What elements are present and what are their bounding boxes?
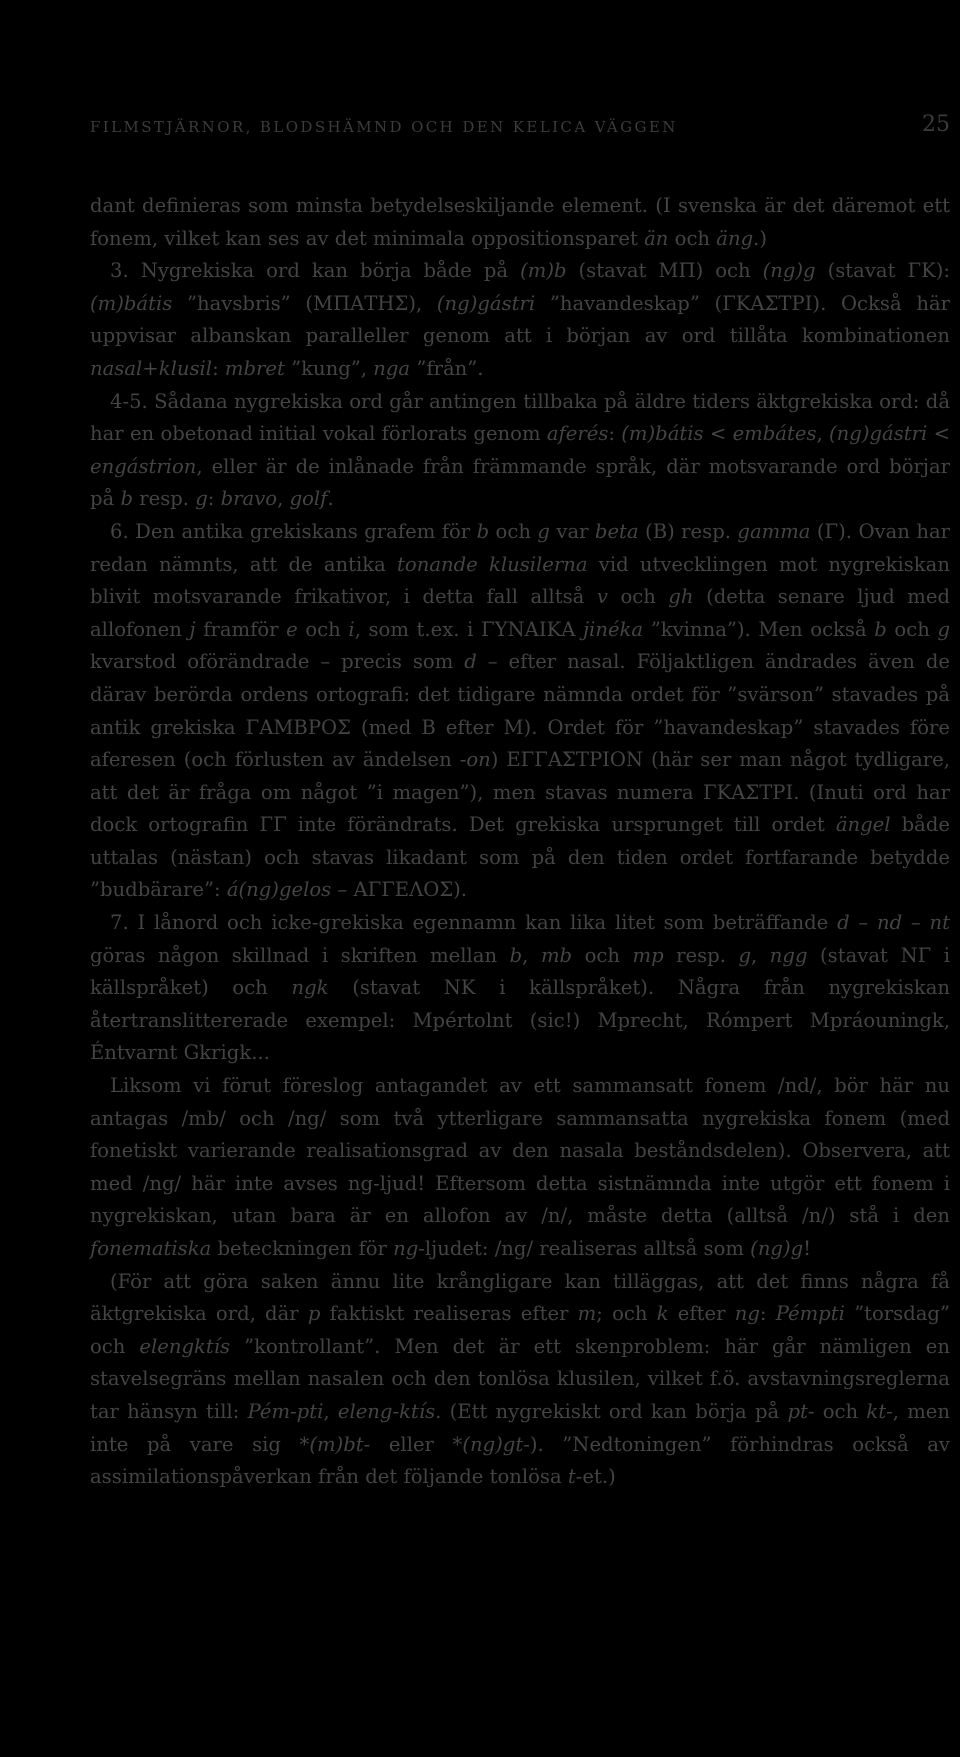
italic-term: elengktís	[139, 1334, 231, 1358]
italic-term: jinéka	[582, 617, 644, 641]
italic-term: -on	[459, 748, 491, 772]
text-run: (Β) resp.	[638, 519, 738, 543]
italic-term: d	[464, 650, 477, 674]
italic-term: t	[567, 1465, 576, 1489]
text-run: !	[803, 1237, 812, 1260]
italic-term: mb	[540, 943, 573, 967]
text-run: ,	[816, 422, 830, 446]
italic-term: g	[537, 519, 550, 543]
italic-term: Pémpti	[775, 1302, 845, 1326]
text-run: ”torsdag” och	[90, 1302, 950, 1358]
italic-term: (m)bt	[309, 1432, 364, 1456]
text-run: ”från”.	[410, 356, 484, 380]
italic-term: embátes	[732, 422, 817, 446]
italic-term: ngk	[291, 976, 329, 1000]
text-run: framför	[195, 617, 287, 641]
text-run: 6. Den antika grekiskans grafem för	[110, 519, 477, 543]
italic-term: v	[596, 585, 608, 609]
text-run: ”havandeskap” (ΓΚΑΣΤΡΙ). Också här uppvisar albanskan paralleller genom att i början av ord tillåta kombinationen	[90, 291, 950, 348]
text-run: -). ”Nedtoningen” förhindras också av assimilationspåverkan från det följande tonlösa	[90, 1432, 951, 1489]
text-run: både uttalas (nästan) och stavas likadant som på den tiden ordet fortfarande betydde ”budbärare”:	[90, 813, 950, 902]
text-run: , eller är de inlånade från främmande språk, där motsvarande ord börjar på	[90, 454, 950, 511]
italic-term: (m)bátis	[621, 422, 704, 446]
text-run: och	[572, 943, 633, 967]
text-run: göras någon skillnad i skriften mellan	[90, 943, 510, 967]
italic-term: (ng)gástri	[829, 422, 928, 446]
text-run: (stavat ΝΓ i källspråket) och	[90, 943, 950, 1000]
italic-term: b	[874, 617, 887, 641]
text-run: och	[489, 519, 538, 543]
italic-term: Pém-pti	[247, 1399, 324, 1423]
italic-term: (ng)gástri	[436, 291, 536, 315]
text-run: (detta senare ljud med allofonen	[90, 585, 950, 641]
text-run: ”havsbris” (ΜΠΑΤΗΣ),	[172, 291, 437, 315]
text-run: (Γ). Ovan har redan nämnts, att de antika	[90, 519, 950, 576]
text-run: - eller *	[363, 1432, 463, 1456]
running-header	[90, 112, 950, 148]
italic-term: engástrion	[90, 454, 197, 478]
text-run: resp.	[663, 943, 739, 967]
italic-term: golf	[289, 487, 328, 511]
text-run: ”kontrollant”. Men det är ett skenproblem: här går nämligen en stavelsegräns mellan nasalen och den tonlösa klusilen, vilket f.ö. avstavningsreglerna tar hänsyn till:	[90, 1334, 950, 1423]
italic-term: (ng)g	[762, 259, 816, 283]
text-run: och	[668, 226, 717, 250]
text-run: 3. Nygrekiska ord kan börja både på	[110, 259, 521, 283]
text-run: (stavat ΝΚ i källspråket). Några från nygrekiskan återtranslittererade exempel: Mpértolnt (sic!) Mprecht, Rómpert Mpráouningk, Éntvarnt Gkrigk...	[90, 976, 950, 1065]
text-run: ,	[522, 943, 541, 967]
italic-term: á(ng)gelos	[226, 878, 332, 902]
paragraph-continuation	[90, 190, 950, 255]
paragraph-phoneme-summary	[90, 1070, 950, 1266]
text-run: ”kvinna”). Men också	[643, 617, 875, 641]
italic-term: j	[189, 617, 196, 641]
italic-term: ngg	[769, 943, 808, 967]
paragraph-point-3	[90, 255, 950, 385]
text-run: .	[327, 487, 334, 511]
text-run: faktiskt realiseras efter	[320, 1302, 578, 1326]
text-run: efter	[668, 1302, 735, 1326]
text-run: och	[607, 585, 669, 609]
italic-term: bravo	[220, 487, 278, 511]
italic-term: eleng-ktís	[337, 1399, 436, 1423]
text-run: och	[297, 617, 349, 641]
text-run: -, men inte på vare sig *	[90, 1399, 950, 1456]
text-run: -ljudet: /ng/ realiseras alltså som	[418, 1237, 751, 1260]
text-run: ,	[751, 943, 770, 967]
text-run: ”kung”,	[284, 356, 374, 380]
text-run: 7. I lånord och icke-grekiska egennamn kan lika litet som beträffande	[110, 911, 838, 935]
italic-term: tonande klusilerna	[397, 552, 588, 576]
italic-term: b	[476, 519, 490, 543]
text-run: ) ΕΓΓΑΣΤΡΙΟΝ (här ser man något tydligare, att det är fråga om något ”i magen”), men stavas numera ΓΚΑΣΤΡΙ. (Inuti ord har dock ortografin ΓΓ inte förändrats. Det grekiska ursprunget till ordet	[90, 748, 950, 837]
italic-term: k	[656, 1302, 669, 1326]
text-run: :	[212, 356, 225, 380]
italic-term: b	[509, 943, 523, 967]
italic-term: g	[738, 943, 752, 967]
italic-term: gh	[668, 585, 694, 609]
text-run: -et.)	[575, 1465, 616, 1489]
italic-term: e	[286, 617, 298, 641]
text-run: . (Ett nygrekiskt ord kan börja på	[435, 1399, 788, 1423]
italic-term: d	[837, 911, 850, 935]
italic-term: mp	[632, 943, 664, 967]
text-run: 4-5. Sådana nygrekiska ord går antingen tillbaka på äldre tiders äktgrekiska ord: då har en obetonad initial vokal förlorats genom	[90, 389, 950, 446]
text-run: ,	[277, 487, 290, 511]
text-run: .)	[753, 226, 767, 250]
text-run: :	[608, 422, 622, 446]
italic-term: ängel	[835, 813, 891, 837]
text-run: –	[902, 911, 930, 935]
paragraph-point-4-5	[90, 386, 950, 516]
italic-term: g	[195, 487, 208, 511]
italic-term: p	[307, 1302, 321, 1326]
text-run: var	[549, 519, 595, 543]
italic-term: b	[120, 487, 133, 511]
text-run: dant definieras som minsta betydelseskiljande element. (I svenska är det däremot ett fonem, vilket kan ses av det minimala oppositionsparet	[90, 194, 950, 250]
paragraph-point-7	[90, 907, 950, 1070]
italic-term: nt	[929, 911, 950, 935]
text-run: :	[759, 1302, 776, 1326]
text-run: <	[703, 422, 733, 446]
body-text	[90, 190, 950, 1494]
text-run: (För att göra saken ännu lite krångligare kan tilläggas, att det finns några få äktgrekiska ord, där	[90, 1269, 950, 1326]
text-run: (stavat ΜΠ) och	[566, 259, 763, 283]
italic-term: nasal+klusil	[90, 356, 213, 380]
text-run: kvarstod oförändrade – precis som	[90, 650, 465, 674]
italic-term: aferés	[546, 422, 609, 446]
text-run: :	[207, 487, 221, 511]
italic-term: äng	[716, 226, 754, 250]
italic-term: fonematiska	[90, 1237, 212, 1260]
italic-term: gamma	[737, 519, 811, 543]
italic-term: nga	[373, 356, 411, 380]
italic-term: än	[644, 226, 669, 250]
text-run: – efter nasal. Följaktligen ändrades även de därav berörda ordens ortografi: det tidigare nämnda ordet för ”svärson” stavades på antik grekiska ΓΑΜΒΡΟΣ (med Β efter Μ). Ordet för ”havandeskap” stavades före aferesen (och förlusten av ändelsen	[90, 650, 950, 772]
italic-term: (ng)g	[750, 1237, 804, 1260]
italic-term: g	[937, 617, 950, 641]
text-run: , som t.ex. i ΓΥΝΑΙΚΑ	[354, 617, 583, 641]
text-run: <	[927, 422, 950, 446]
page-number: 25	[922, 112, 950, 137]
italic-term: i	[348, 617, 355, 641]
paragraph-point-6	[90, 516, 950, 907]
running-title: FILMSTJÄRNOR, BLODSHÄMND OCH DEN KELICA VÄGGEN	[90, 118, 678, 136]
italic-term: beta	[594, 519, 639, 543]
italic-term: nd	[876, 911, 903, 935]
italic-term: m	[577, 1302, 597, 1326]
text-run: och	[886, 617, 938, 641]
italic-term: kt	[866, 1399, 887, 1423]
italic-term: (m)b	[520, 259, 567, 283]
text-run: – ΑΓΓΕΛΟΣ).	[331, 878, 468, 902]
text-run: resp.	[133, 487, 196, 511]
text-run: Liksom vi förut föreslog antagandet av ett sammansatt fonem /nd/, bör här nu antagas /mb/ och /ng/ som två ytterligare sammansatta nygrekiska fonem (med fonetiskt varierande realisationsgrad av den nasala beståndsdelen). Observera, att med /ng/ här inte avses ng-ljud! Eftersom detta sistnämnda inte utgör ett fonem i nygrekiskan, utan bara är en allofon av /n/, måste detta (alltså /n/) stå i den	[90, 1074, 950, 1228]
text-run: - och	[807, 1399, 867, 1423]
text-run: vid utvecklingen mot nygrekiskan blivit motsvarande frikativor, i detta fall alltså	[90, 552, 950, 609]
italic-term: ng	[393, 1237, 419, 1260]
italic-term: (m)bátis	[90, 291, 173, 315]
text-run: ; och	[596, 1302, 657, 1326]
text-run: (stavat ΓΚ):	[815, 259, 950, 283]
paragraph-parenthetical-note	[90, 1266, 950, 1494]
italic-term: (ng)gt	[462, 1432, 524, 1456]
italic-term: pt	[787, 1399, 808, 1423]
text-run: ,	[323, 1399, 338, 1423]
italic-term: ng	[734, 1302, 760, 1326]
italic-term: mbret	[224, 356, 285, 380]
text-run: beteckningen för	[211, 1237, 394, 1260]
text-run: –	[849, 911, 877, 935]
